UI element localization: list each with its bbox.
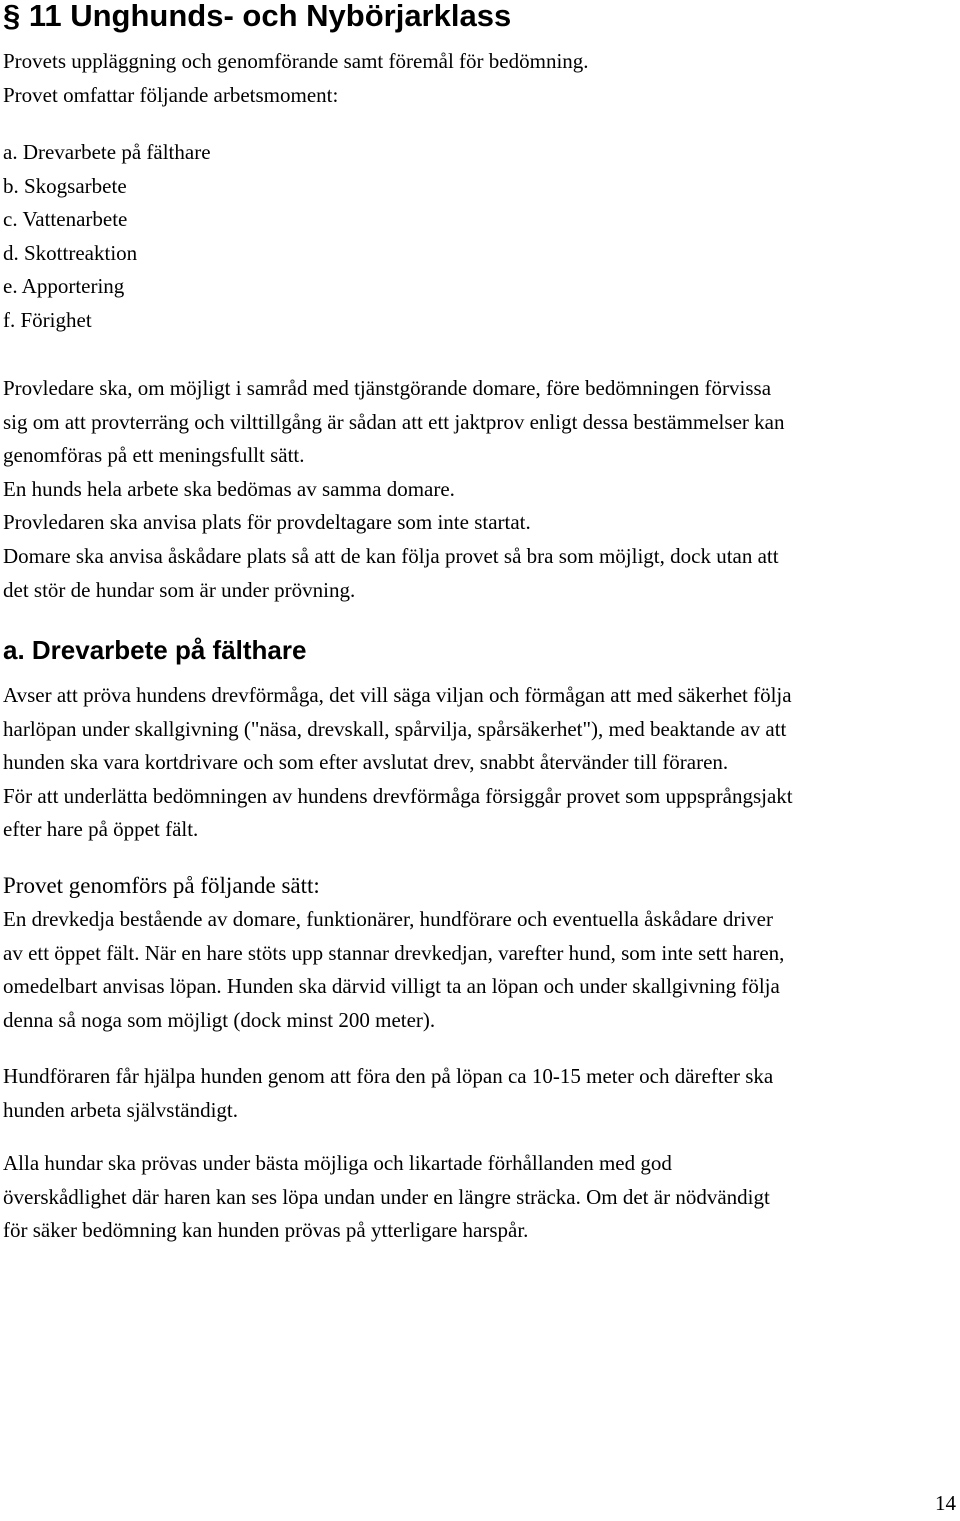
list-item: d. Skottreaktion bbox=[3, 240, 138, 265]
text-line: En drevkedja bestående av domare, funktionärer, hundförare och eventuella åskådare driver bbox=[3, 907, 773, 931]
text-line: Domare ska anvisa åskådare plats så att de kan följa provet så bra som möjligt, dock utan att bbox=[3, 543, 779, 568]
text-line: Provets uppläggning och genomförande samt föremål för bedömning. bbox=[3, 49, 589, 73]
procedure-paragraph bbox=[3, 903, 784, 1037]
handler-paragraph bbox=[3, 1060, 773, 1127]
list-item: b. Skogsarbete bbox=[3, 173, 127, 198]
text-line: överskådlighet där haren kan ses löpa undan under en längre sträcka. Om det är nödvändigt bbox=[3, 1184, 770, 1209]
text-line: En hunds hela arbete ska bedömas av samma domare. bbox=[3, 476, 455, 501]
text-line: För att underlätta bedömningen av hundens drevförmåga försiggår provet som uppsprångsjakt bbox=[3, 783, 793, 808]
text-line: hunden ska vara kortdrivare och som efter avslutat drev, snabbt återvänder till föraren. bbox=[3, 750, 729, 775]
text-line: av ett öppet fält. När en hare stöts upp stannar drevkedjan, varefter hund, som inte sett haren, bbox=[3, 940, 785, 965]
subsection-heading: a. Drevarbete på fälthare bbox=[3, 635, 307, 665]
section-heading: § 11 Unghunds- och Nybörjarklass bbox=[3, 0, 512, 33]
text-line: Provledare ska, om möjligt i samråd med tjänstgörande domare, före bedömningen förvissa bbox=[3, 376, 772, 400]
text-line: det stör de hundar som är under prövning. bbox=[3, 577, 356, 602]
moments-list bbox=[3, 136, 211, 338]
page-number: 14 bbox=[935, 1491, 956, 1515]
intro-paragraph bbox=[3, 45, 589, 112]
text-line: Provledaren ska anvisa plats för provdeltagare som inte startat. bbox=[3, 510, 531, 535]
text-line: Avser att pröva hundens drevförmåga, det vill säga viljan och förmågan att med säkerhet följa bbox=[3, 683, 792, 707]
text-line: omedelbart anvisas löpan. Hunden ska därvid villigt ta an löpan och under skallgivning följa bbox=[3, 974, 780, 999]
rules-paragraph bbox=[3, 372, 784, 607]
procedure-caption: Provet genomförs på följande sätt: bbox=[3, 873, 320, 898]
purpose-paragraph bbox=[3, 679, 793, 847]
text-line: denna så noga som möjligt (dock minst 200 meter). bbox=[3, 1007, 436, 1032]
list-item: e. Apportering bbox=[3, 274, 125, 299]
text-line: Provet omfattar följande arbetsmoment: bbox=[3, 82, 339, 107]
list-item: c. Vattenarbete bbox=[3, 207, 128, 232]
text-line: Hundföraren får hjälpa hunden genom att föra den på löpan ca 10-15 meter och därefter ska bbox=[3, 1064, 774, 1088]
text-line: genomföras på ett meningsfullt sätt. bbox=[3, 443, 305, 468]
conditions-paragraph bbox=[3, 1147, 770, 1248]
text-line: för säker bedömning kan hunden prövas på ytterligare harspår. bbox=[3, 1218, 529, 1243]
list-item: a. Drevarbete på fälthare bbox=[3, 140, 211, 164]
list-item: f. Förighet bbox=[3, 307, 92, 332]
text-line: hunden arbeta självständigt. bbox=[3, 1097, 239, 1122]
text-line: harlöpan under skallgivning ("näsa, drevskall, spårvilja, spårsäkerhet"), med beaktande av att bbox=[3, 716, 787, 741]
text-line: sig om att provterräng och vilttillgång är sådan att ett jaktprov enligt dessa bestämmelser kan bbox=[3, 409, 785, 434]
text-line: Alla hundar ska prövas under bästa möjliga och likartade förhållanden med god bbox=[3, 1151, 672, 1175]
text-line: efter hare på öppet fält. bbox=[3, 817, 199, 842]
